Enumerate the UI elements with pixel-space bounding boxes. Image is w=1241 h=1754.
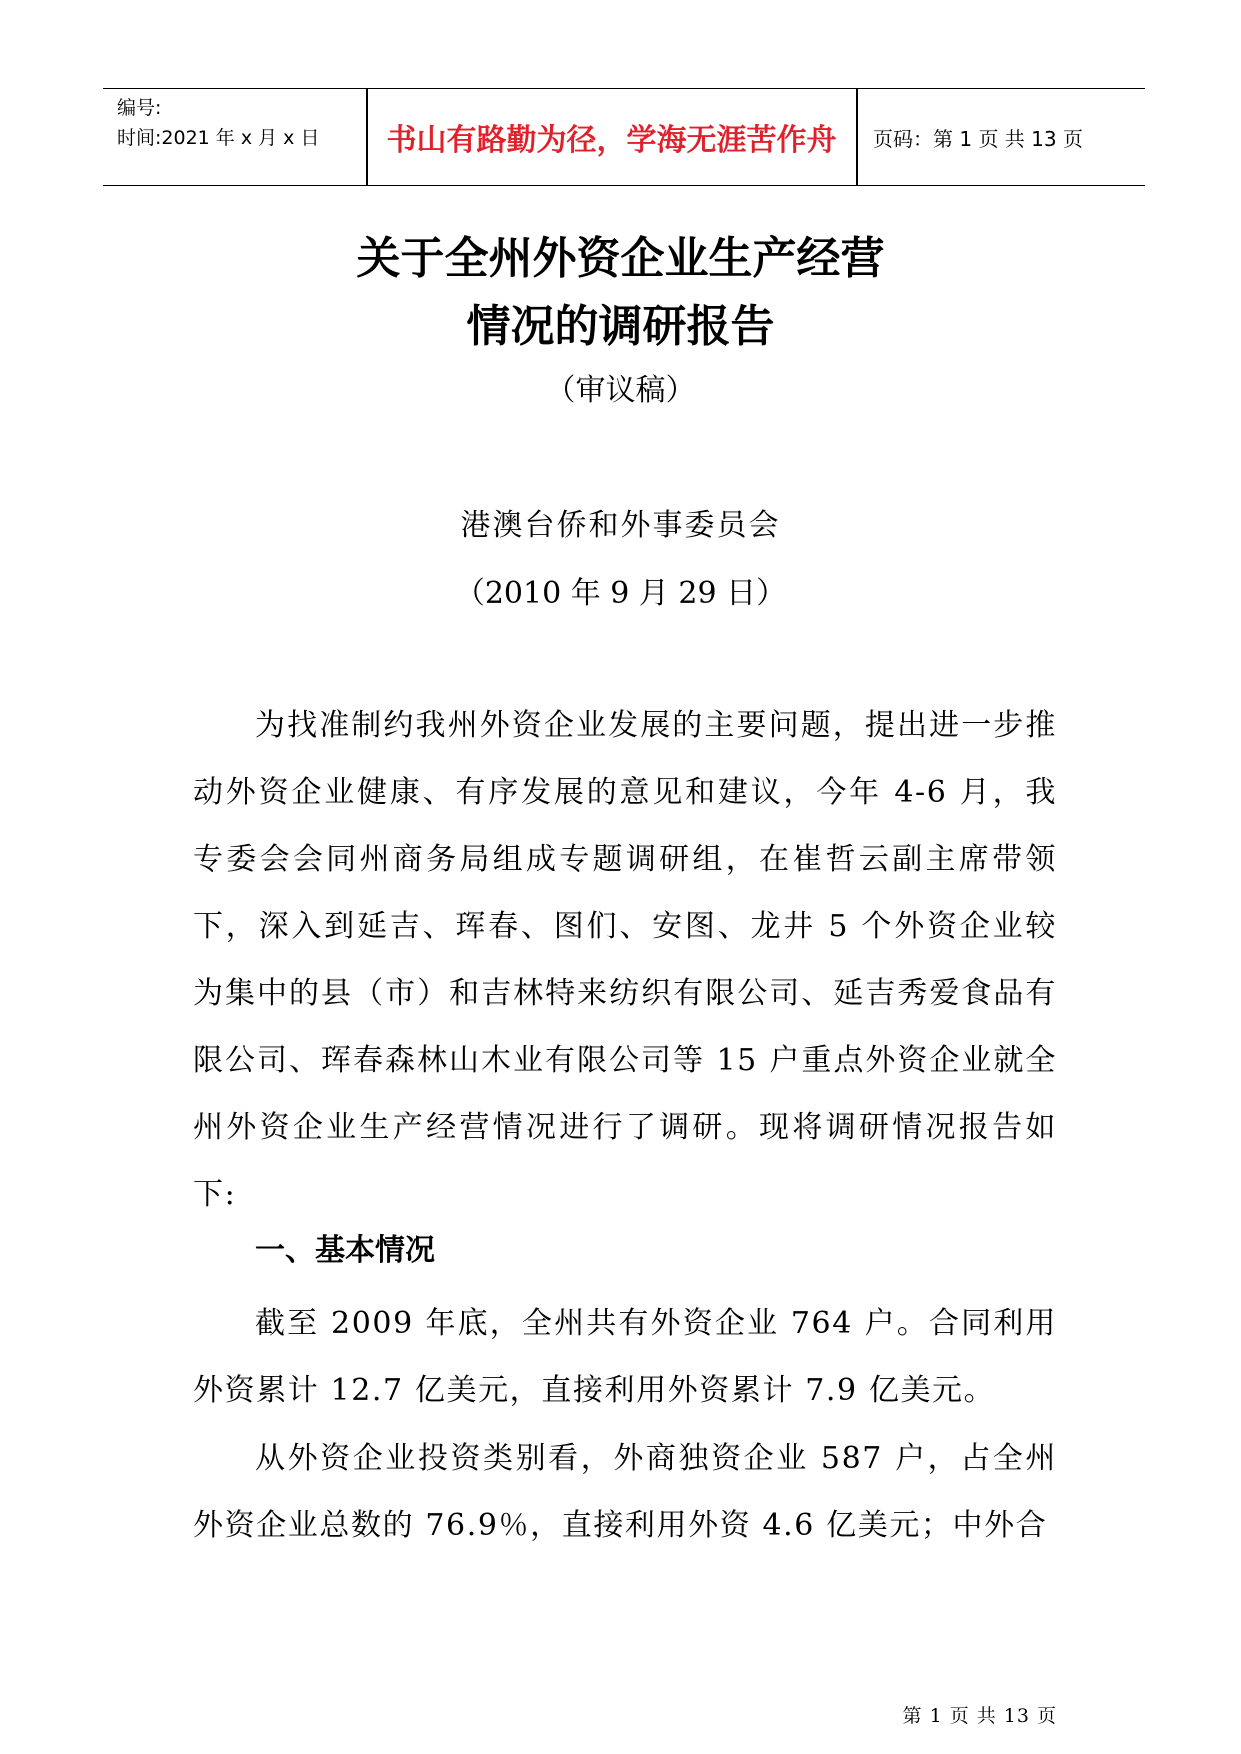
header-divider xyxy=(856,89,858,185)
header-motto: 书山有路勤为径，学海无涯苦作舟 xyxy=(386,123,837,158)
page-footer: 第 1 页 共 13 页 xyxy=(902,1705,1057,1727)
header-table xyxy=(103,88,1145,186)
organization: 港澳台侨和外事委员会 xyxy=(460,508,781,543)
paragraph-text: 为找准制约我州外资企业发展的主要问题，提出进一步推动外资企业健康、有序发展的意见和建议，今年 4-6 月，我专委会会同州商务局组成专题调研组，在崔哲云副主席带领下，深入到延吉、珲春、图们、安图、龙井 5 个外资企业较为集中的县（市）和吉林特来纺织有限公司、延吉秀爱食品有限公司、珲春森林山木业有限公司等 15 户重点外资企业就全州外资企业生产经营情况进行了调研。现将调研情况报告如下: xyxy=(193,708,1057,1212)
time-label: 时间:2021 年 x 月 x 日 xyxy=(117,127,320,149)
header-page-info: 页码：第 1 页 共 13 页 xyxy=(873,126,1083,151)
document-title-line1: 关于全州外资企业生产经营 xyxy=(356,233,885,284)
report-date: （2010 年 9 月 29 日） xyxy=(454,576,787,611)
body-paragraph-2 xyxy=(193,1290,1057,1424)
paragraph-text: 截至 2009 年底，全州共有外资企业 764 户。合同利用外资累计 12.7 亿美元，直接利用外资累计 7.9 亿美元。 xyxy=(193,1306,1057,1408)
document-title-line2: 情况的调研报告 xyxy=(466,301,775,352)
body-paragraph-1 xyxy=(193,692,1057,1228)
paragraph-text: 从外资企业投资类别看，外商独资企业 587 户，占全州外资企业总数的 76.9％，直接利用外资 4.6 亿美元；中外合 xyxy=(193,1441,1057,1543)
draft-note: （审议稿） xyxy=(545,373,696,408)
header-left-cell xyxy=(117,93,357,153)
number-label: 编号: xyxy=(117,97,162,119)
section-heading: 一、基本情况 xyxy=(255,1233,435,1268)
body-paragraph-3 xyxy=(193,1425,1057,1559)
